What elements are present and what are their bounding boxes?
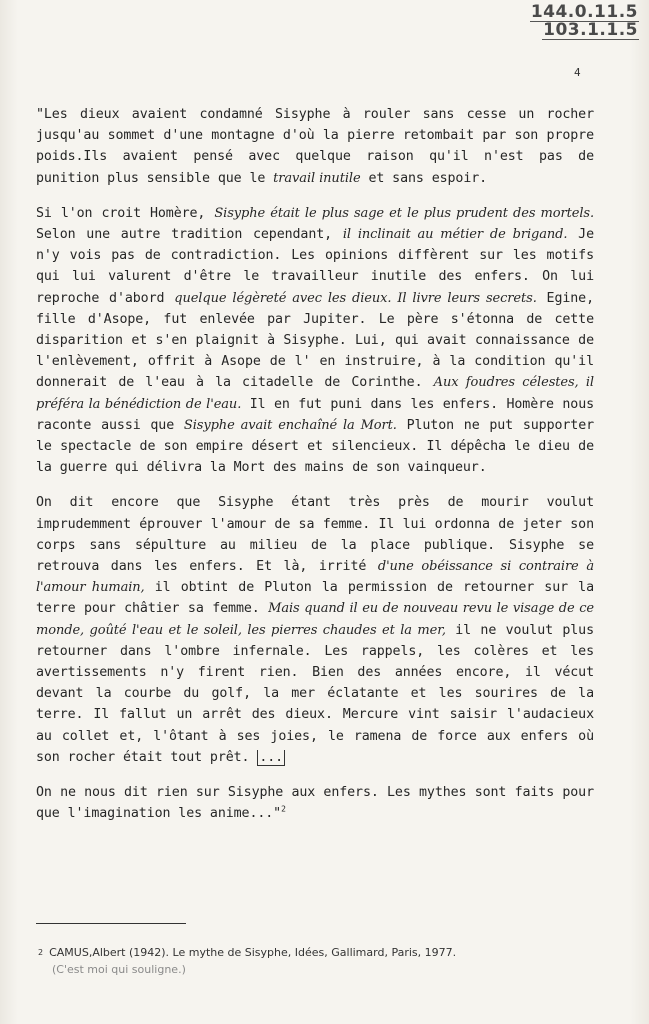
- footnote: [38, 944, 598, 978]
- italic-run: quelque légèreté avec les dieux. Il livre leurs secrets.: [174, 290, 537, 306]
- text-run: "Les dieux avaient condamné Sisyphe à rouler sans cesse un rocher jusqu'au sommet d'une montagne d'où la pierre retombait par son propre poids.Ils avaient pensé avec quelque raison qu'il n'est pas de punition plus sensible que le: [36, 107, 594, 186]
- italic-run: Aux foudres célestes, il préféra la bénédiction de l'eau.: [36, 375, 594, 412]
- paragraph-1: [36, 104, 594, 189]
- paragraph-4: [36, 782, 594, 824]
- italic-run: il inclinait au métier de brigand.: [342, 227, 568, 243]
- text-run: Pluton ne put supporter le spectacle de son empire désert et silencieux. Il dépêcha le dieu de la guerre qui délivra la Mort des mains de son vainqueur.: [36, 417, 595, 476]
- body-text: [36, 104, 594, 825]
- text-run: On dit encore que Sisyphe étant très près de mourir voulut imprudemment éprouver l'amour de sa femme. Il lui ordonna de jeter son corps sans sépulture au milieu de la place publique. Sisyphe se retrouva dans les enfers. Et là, irrité: [36, 495, 594, 575]
- text-run: et sans espoir.: [360, 170, 488, 186]
- text-run: On ne nous dit rien sur Sisyphe aux enfers. Les mythes sont faits pour que l'imagination les anime...": [36, 785, 594, 822]
- footnote-number: 2: [38, 948, 44, 957]
- footnote-note: (C'est moi qui souligne.): [52, 963, 186, 976]
- text-run: Il en fut puni dans les enfers. Homère nous raconte aussi que: [36, 396, 594, 433]
- text-run: Je n'y vois pas de contradiction. Les opinions diffèrent sur les motifs qui lui valurent d'être le travailleur inutile des enfers. On lui reproche d'abord: [36, 227, 594, 306]
- text-run: Si l'on croit Homère,: [36, 205, 215, 221]
- archive-stamp: [530, 4, 639, 40]
- footnote-ref: 2: [281, 804, 286, 814]
- italic-run: Mais quand il eu de nouveau revu le visage de ce monde, goûté l'eau et le soleil, les pierres chaudes et la mer,: [36, 601, 594, 638]
- ellipsis-bracket: ...: [259, 749, 284, 765]
- stamp-line-1: 144.0.11.5: [530, 2, 638, 22]
- italic-run: Sisyphe avait enchaîné la Mort.: [183, 417, 397, 433]
- italic-run: Sisyphe était le plus sage et le plus prudent des mortels.: [214, 205, 594, 221]
- page-number: 4: [574, 66, 581, 79]
- footnote-rule: [36, 923, 186, 924]
- paragraph-2: [36, 203, 594, 479]
- italic-run: d'une obéissance si contraire à l'amour humain,: [36, 559, 594, 596]
- paragraph-3: [36, 492, 594, 768]
- italic-run: travail inutile: [273, 170, 361, 186]
- text-run: il obtint de Pluton la permission de retourner sur la terre pour châtier sa femme.: [36, 580, 594, 617]
- text-run: Selon une autre tradition cependant,: [36, 227, 343, 243]
- text-run: il ne voulut plus retourner dans l'ombre infernale. Les rappels, les colères et les avertissements n'y firent rien. Bien des années encore, il vécut devant la courbe du golf, la mer éclatante et les sourires de la terre. Il fallut un arrêt des dieux. Mercure vint saisir l'audacieux au collet et, l'ôtant à ses joies, le ramena de force aux enfers où son rocher était tout prêt.: [36, 622, 594, 765]
- text-run: Egine, fille d'Asope, fut enlevée par Jupiter. Le père s'étonna de cette disparition et s'en plaignit à Sisyphe. Lui, qui avait connaissance de l'enlèvement, offrit à Asope de l' en instruire, à la condition qu'il donnerait de l'eau à la citadelle de Corinthe.: [36, 290, 594, 391]
- footnote-line-1: [38, 944, 598, 961]
- stamp-line-2: 103.1.1.5: [543, 20, 638, 40]
- footnote-citation: CAMUS,Albert (1942). Le mythe de Sisyphe, Idées, Gallimard, Paris, 1977.: [49, 946, 457, 959]
